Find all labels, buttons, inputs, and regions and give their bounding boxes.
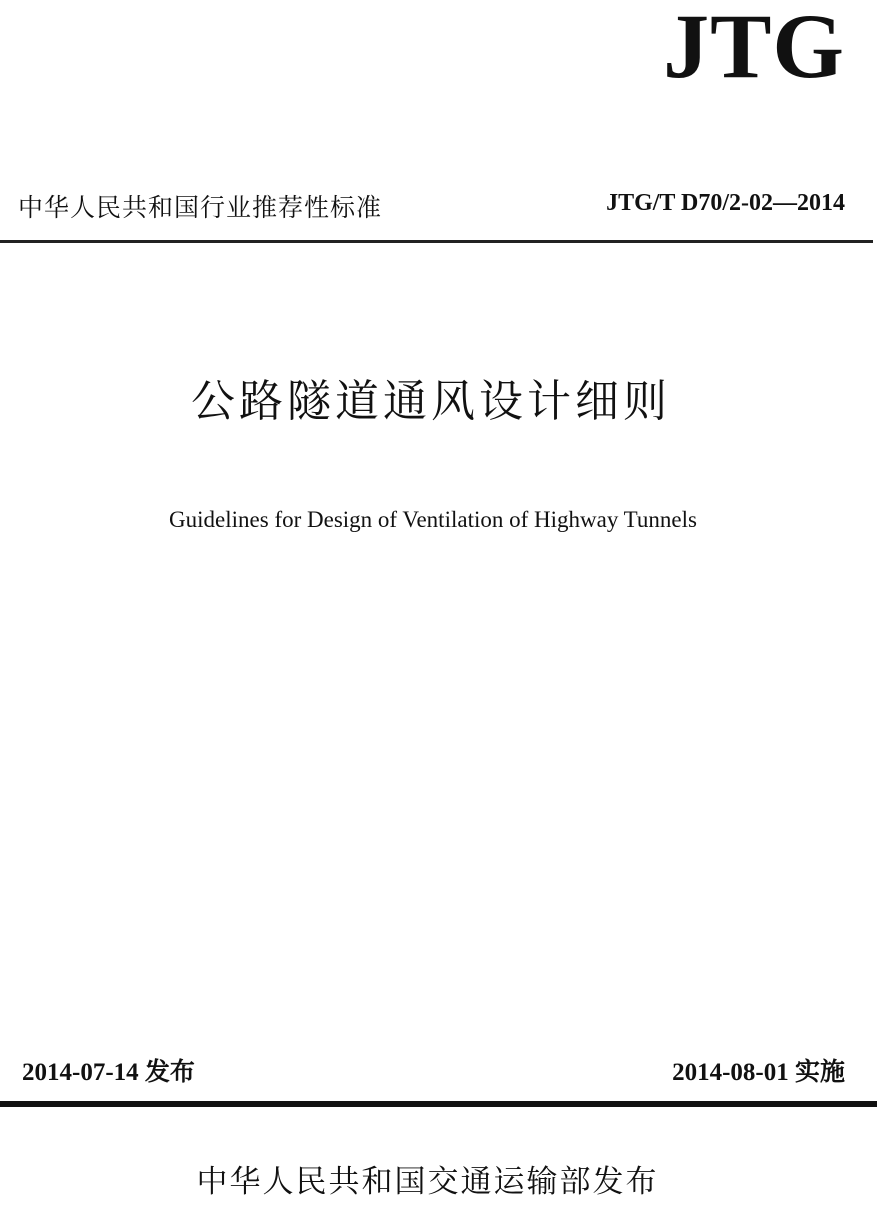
issue-date: 2014-07-14 发布 [22,1059,195,1086]
document-subtitle: Guidelines for Design of Ventilation of Highway Tunnels [169,507,697,532]
effective-date: 2014-08-01 实施 [672,1059,845,1086]
publisher: 中华人民共和国交通运输部发布 [196,1164,659,1200]
jtg-logo: JTG [663,0,845,97]
header-divider [0,240,873,243]
document-title: 公路隧道通风设计细则 [191,377,671,426]
standard-category: 中华人民共和国行业推荐性标准 [18,193,383,222]
footer-divider [0,1101,877,1107]
standard-code: JTG/T D70/2-02—2014 [606,190,845,216]
